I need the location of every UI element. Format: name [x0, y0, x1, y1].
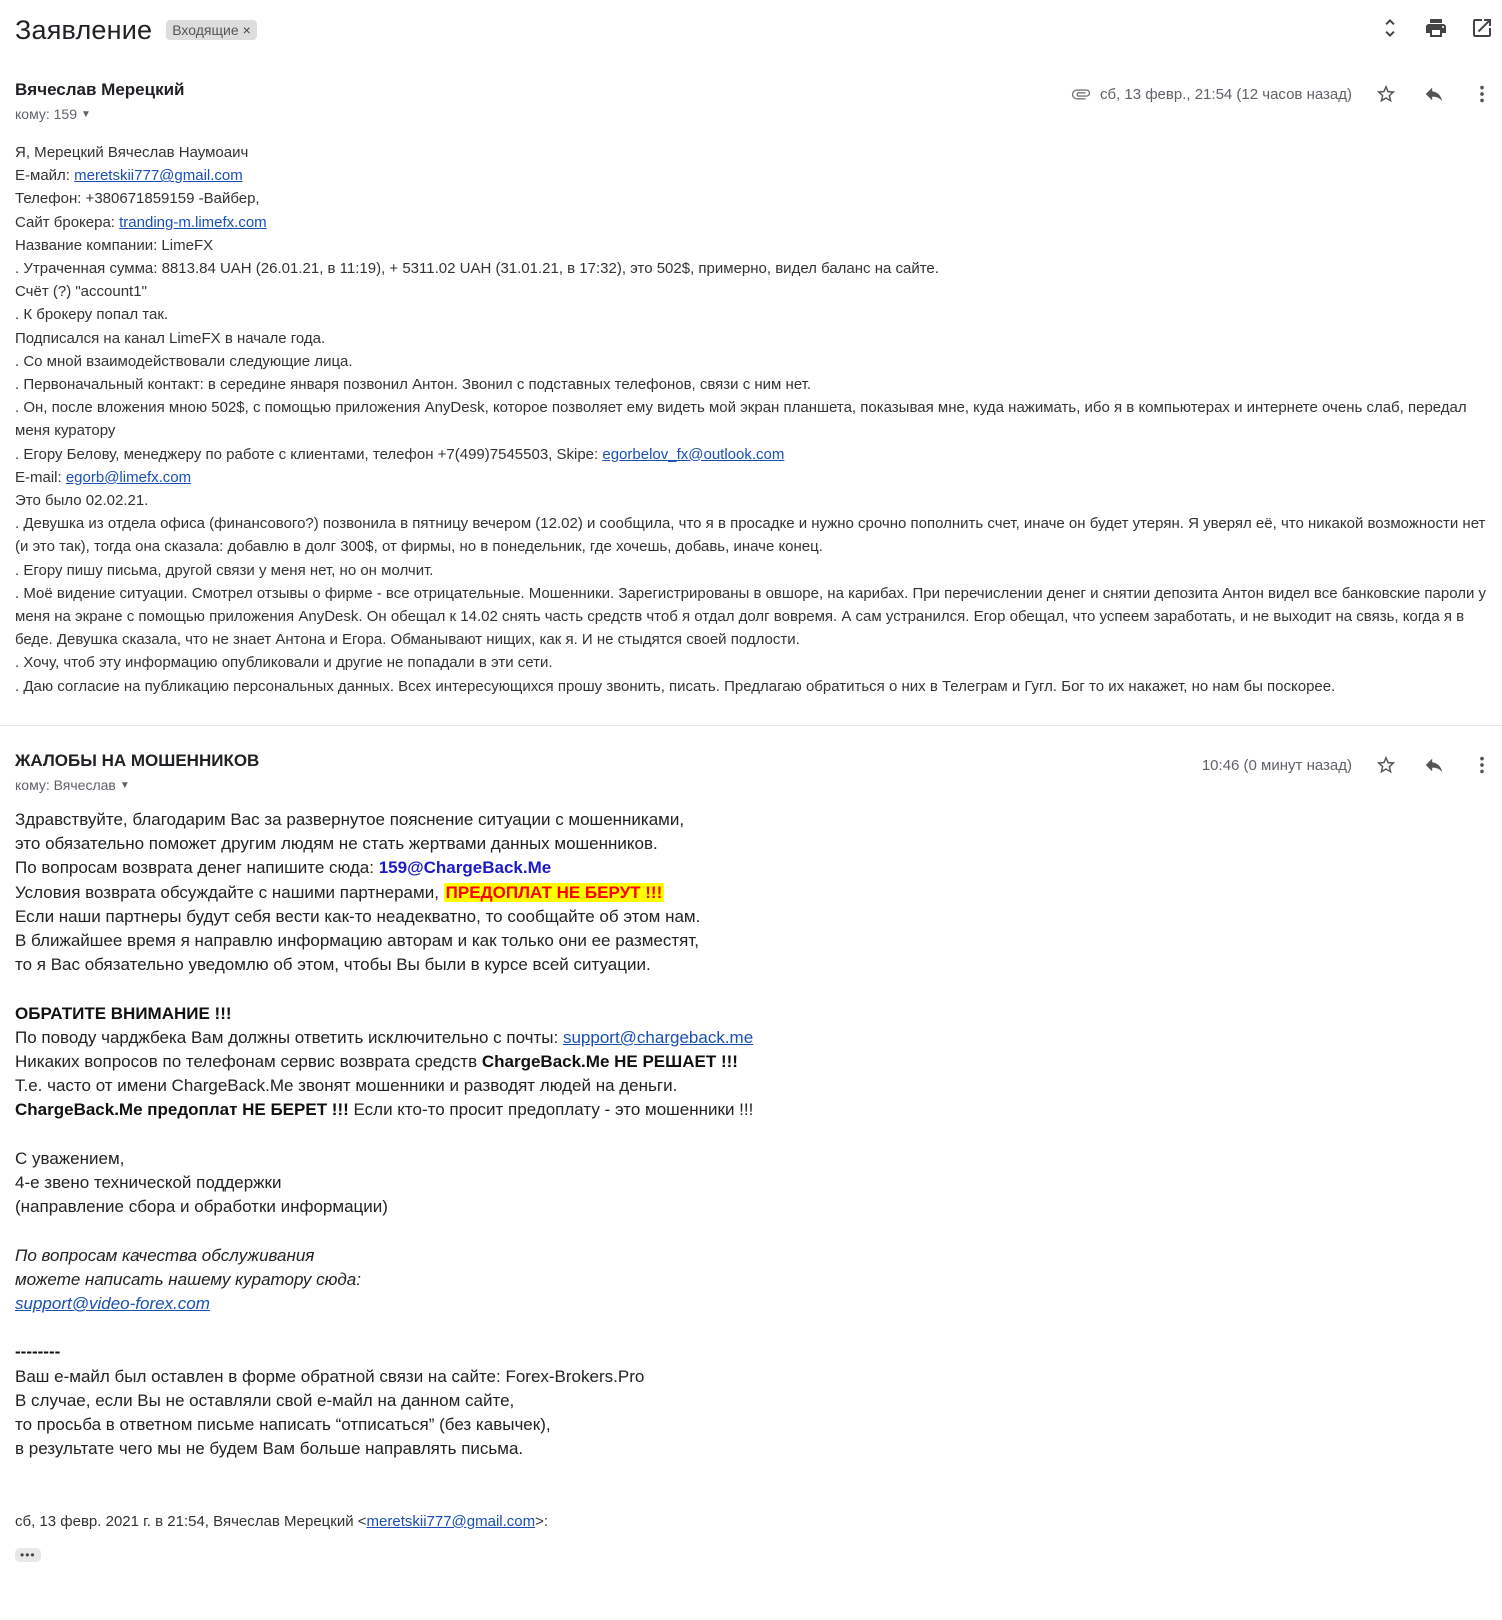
body-line: Ваш е-майл был оставлен в форме обратной связи на сайте: Forex-Brokers.Pro: [15, 1366, 645, 1386]
body-line: [15, 211, 1496, 234]
expand-all-icon[interactable]: [1376, 14, 1404, 42]
remove-label-icon[interactable]: ×: [242, 22, 251, 38]
print-icon[interactable]: [1422, 14, 1450, 42]
spacer: [15, 1461, 1496, 1485]
partners-label: Условия возврата обсуждайте с нашими партнерами,: [15, 882, 444, 902]
body-line: Если наши партнеры будут себя вести как-то неадекватно, то сообщайте об этом нам.: [15, 906, 701, 926]
body-line: 4-е звено технической поддержки: [15, 1173, 282, 1193]
curator-note: можете написать нашему куратору сюда:: [15, 1269, 361, 1289]
recipient-details-icon[interactable]: ▼: [81, 108, 91, 120]
open-in-new-window-icon[interactable]: [1468, 14, 1496, 42]
spacer: [15, 1486, 1496, 1510]
chargeback-email[interactable]: 159@ChargeBack.Me: [378, 858, 552, 878]
message-1-meta: [1070, 80, 1496, 108]
body-line: Название компании: LimeFX: [15, 236, 214, 254]
body-line: Я, Мерецкий Вячеслав Наумоаич: [15, 144, 249, 161]
body-line: [15, 1292, 1496, 1316]
body-line: [15, 881, 1496, 905]
recipient-line: [15, 106, 1496, 122]
subject-bar: [15, 14, 257, 46]
body-line: . Егору пишу письма, другой связи у меня нет, но он молчит.: [15, 561, 434, 579]
message-divider: [0, 725, 1502, 726]
body-line: [15, 443, 1496, 466]
message-2-header: [15, 751, 1496, 801]
body-line: [15, 1002, 1496, 1026]
spacer: [15, 1219, 1496, 1243]
message-2-meta: [1202, 751, 1496, 779]
recipient-details-icon[interactable]: ▼: [119, 779, 130, 791]
reply-icon[interactable]: [1420, 751, 1448, 779]
sender-name[interactable]: Вячеслав Мерецкий: [15, 80, 185, 99]
message-date-text: сб, 13 февр., 21:54 (12 часов назад): [1099, 85, 1352, 103]
reply-icon[interactable]: [1420, 80, 1448, 108]
spacer: [15, 1316, 1496, 1340]
scam-note: Если кто-то просит предоплату - это мошенники !!!: [348, 1100, 754, 1120]
refund-label: По вопросам возврата денег напишите сюда:: [15, 858, 379, 878]
body-line: . Даю согласие на публикацию персональных данных. Всех интересующихся прошу звонить, писать. Предлагаю обратиться о них в Телеграм и Гугл. Бог то их накажет, но нам бы поскорее.: [15, 677, 1336, 695]
star-icon[interactable]: [1372, 80, 1400, 108]
message-2: [15, 751, 1496, 1566]
email-label: E-mail:: [15, 468, 66, 486]
body-line: . Он, после вложения мною 502$, с помощью приложения AnyDesk, которое позволяет ему видеть мой экран планшета, показывая мне, куда нажимать, ибо я в компьютерах и интернете очень слаб, передал меня куратору: [15, 399, 1467, 440]
quality-note: По вопросам качества обслуживания: [15, 1245, 315, 1265]
recipient-text: кому: 159: [15, 106, 77, 122]
body-line: [15, 164, 1496, 187]
body-line: . Первоначальный контакт: в середине января позвонил Антон. Звонил с подставных телефонов, связи с ним нет.: [15, 376, 812, 394]
email-label: Е-майл:: [15, 167, 75, 185]
more-options-icon[interactable]: [1468, 751, 1496, 779]
body-line: Подписался на канал LimeFX в начале года.: [15, 329, 326, 347]
sender-email-link[interactable]: meretskii777@gmail.com: [74, 167, 243, 185]
body-line: [15, 1026, 1496, 1050]
spacer: [15, 977, 1496, 1001]
body-line: В ближайшее время я направлю информацию авторам и как только они ее разместят,: [15, 931, 700, 951]
inbox-label-chip[interactable]: [166, 20, 257, 40]
body-line: В случае, если Вы не оставляли свой е-майл на данном сайте,: [15, 1390, 515, 1410]
show-trimmed-content-button[interactable]: •••: [15, 1548, 41, 1562]
body-line: Здравствуйте, благодарим Вас за развернутое пояснение ситуации с мошенниками,: [15, 810, 685, 829]
no-prepayment-bold: ChargeBack.Me предоплат НЕ БЕРЕТ !!!: [15, 1100, 349, 1120]
body-line: С уважением,: [15, 1148, 125, 1168]
star-icon[interactable]: [1372, 751, 1400, 779]
body-line: то просьба в ответном письме написать “отписаться” (без кавычек),: [15, 1415, 551, 1435]
message-date: [1202, 757, 1352, 774]
quote-suffix: >:: [535, 1512, 549, 1530]
body-line: [15, 1050, 1496, 1074]
body-line: (направление сбора и обработки информации): [15, 1197, 388, 1217]
support-chargeback-link[interactable]: support@chargeback.me: [562, 1027, 754, 1047]
body-line: то я Вас обязательно уведомлю об этом, чтобы Вы были в курсе всей ситуации.: [15, 955, 651, 975]
manager-email-link[interactable]: egorb@limefx.com: [65, 468, 192, 486]
recipient-line: [15, 777, 1496, 793]
body-line: . Хочу, чтоб эту информацию опубликовали и другие не попадали в эти сети.: [15, 654, 553, 672]
message-2-body: [15, 808, 1496, 1566]
quoted-email-link[interactable]: meretskii777@gmail.com: [366, 1512, 536, 1530]
body-line: [15, 466, 1496, 489]
spacer: [15, 1123, 1496, 1147]
more-options-icon[interactable]: [1468, 80, 1496, 108]
broker-site-link[interactable]: tranding-m.limefx.com: [119, 213, 267, 231]
message-1-body: [15, 141, 1496, 698]
quote-prefix: сб, 13 февр. 2021 г. в 21:54, Вячеслав Мерецкий <: [15, 1512, 367, 1530]
thread-actions: [1376, 14, 1496, 42]
not-resolve-bold: ChargeBack.Me НЕ РЕШАЕТ !!!: [481, 1052, 738, 1072]
body-line: . Моё видение ситуации. Смотрел отзывы о фирме - все отрицательные. Мошенники. Зарегистрированы в овшоре, на карибах. При перечислении денег и снятии депозита Антон видел все банковские пароли у меня на экране с помощью приложения AnyDesk. Он обещал к 14.02 снять часть средств чтоб я отдал долг вовремя. А сам устранился. Егор обещал, что успеем заработать, и не выходит на связь, когда я в беде. Девушка сказала, что не знает Антона и Егора. Обманывают нищих, как я. И не стыдятся своей подлости.: [15, 584, 1487, 649]
attention-heading: ОБРАТИТЕ ВНИМАНИЕ !!!: [15, 1003, 232, 1023]
manager-text: . Егору Белову, менеджеру по работе с клиентами, телефон +7(499)7545503, Skipe:: [15, 445, 603, 463]
body-line: Счёт (?) "account1": [15, 283, 147, 301]
body-line: [15, 1268, 1496, 1292]
message-date-text: 10:46 (0 минут назад): [1201, 756, 1352, 774]
phone-note: Никаких вопросов по телефонам сервис возврата средств: [15, 1052, 482, 1072]
body-line: [15, 1244, 1496, 1268]
attachment-icon: [1070, 83, 1092, 105]
body-line: . Со мной взаимодействовали следующие лица.: [15, 352, 353, 370]
body-line: Телефон: +380671859159 -Вайбер,: [15, 190, 260, 208]
body-line: в результате чего мы не будем Вам больше направлять письма.: [15, 1439, 524, 1459]
body-line: это обязательно поможет другим людям не стать жертвами данных мошенников.: [15, 834, 658, 854]
no-prepayment-warning: ПРЕДОПЛАТ НЕ БЕРУТ !!!: [445, 882, 663, 902]
quoted-header: [15, 1510, 1496, 1534]
sender-name[interactable]: ЖАЛОБЫ НА МОШЕННИКОВ: [15, 751, 260, 770]
message-date: [1070, 83, 1352, 105]
body-line: [15, 856, 1496, 880]
curator-email-link[interactable]: support@video-forex.com: [15, 1294, 210, 1314]
body-line: [15, 1340, 1496, 1364]
body-line: . Девушка из отдела офиса (финансового?) позвонила в пятницу вечером (12.02) и сообщила, что я в просадке и нужно срочно пополнить счет, иначе он будет утерян. Я уверял её, что никакой возможности нет (и это так), тогда она сказала: добавлю в долг 300$, от фирмы, но в понедельник, где хочешь, добавь, иначе конец.: [15, 515, 1486, 556]
message-1: [15, 80, 1496, 698]
chargeback-label: По поводу чарджбека Вам должны ответить исключительно с почты:: [15, 1027, 563, 1047]
body-line: [15, 1098, 1496, 1122]
recipient-text: кому: Вячеслав: [15, 777, 116, 793]
body-line: Это было 02.02.21.: [15, 492, 149, 510]
broker-site-label: Сайт брокера:: [15, 213, 120, 231]
label-text: Входящие: [172, 22, 239, 38]
email-subject: Заявление: [15, 14, 153, 45]
message-1-header: [15, 80, 1496, 130]
body-line: . К брокеру попал так.: [15, 306, 169, 324]
body-line: Т.е. часто от имени ChargeBack.Me звонят мошенники и разводят людей на деньги.: [15, 1076, 678, 1096]
signature-separator: --------: [15, 1342, 61, 1362]
body-line: . Утраченная сумма: 8813.84 UAH (26.01.21, в 11:19), + 5311.02 UAH (31.01.21, в 17:32), это 502$, примерно, видел баланс на сайте.: [15, 260, 939, 278]
skype-email-link[interactable]: egorbelov_fx@outlook.com: [602, 445, 785, 463]
